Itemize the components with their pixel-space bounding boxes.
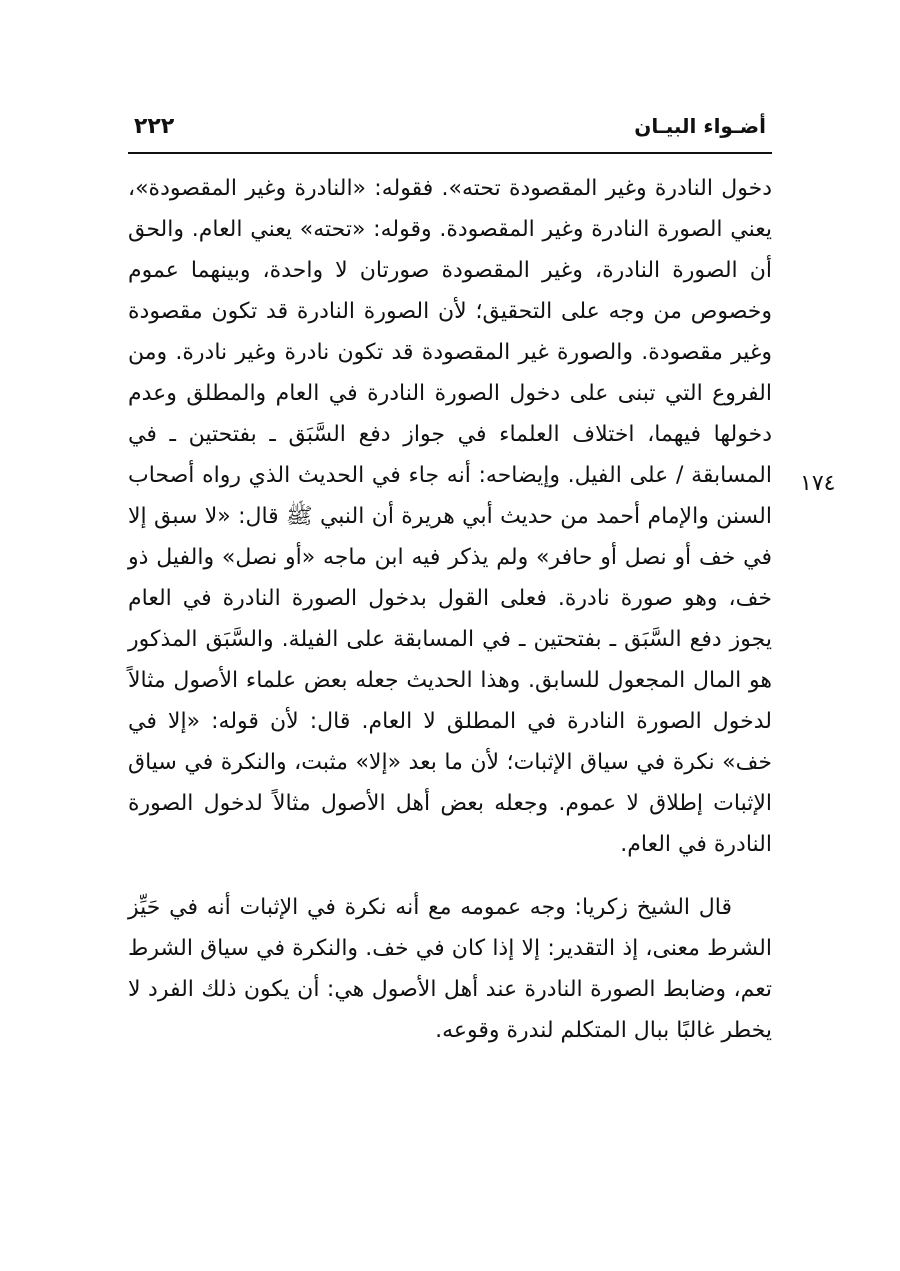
paragraph: قال الشيخ زكريا: وجه عمومه مع أنه نكرة في الإثبات أنه في حَيِّز الشرط معنى، إذ التقدير: إلا إذا كان في خف. والنكرة في سياق الشرط تعم، وضابط الصورة النادرة عند أهل الأصول هي: أن يكون ذلك الفرد لا يخطر غالبًا ببال المتكلم لندرة وقوعه. [128, 895, 772, 1043]
book-title: أضـواء البيـان [634, 114, 766, 138]
margin-reference-number: ١٧٤ [800, 471, 836, 496]
page-header [128, 108, 772, 154]
page-number: ٢٢٢ [134, 114, 175, 139]
body-text [128, 168, 772, 1051]
paragraph: دخول النادرة وغير المقصودة تحته». فقوله: «النادرة وغير المقصودة»، يعني الصورة النادرة وغير المقصودة. وقوله: «تحته» يعني العام. والحق أن الصورة النادرة، وغير المقصودة صورتان لا واحدة، وبينهما عموم وخصوص من وجه على التحقيق؛ لأن الصورة النادرة قد تكون مقصودة وغير مقصودة. والصورة غير المقصودة قد تكون نادرة وغير نادرة. ومن الفروع التي تبنى على دخول الصورة النادرة في العام والمطلق وعدم دخولها فيهما، اختلاف العلماء في جواز دفع السَّبَق ـ بفتحتين ـ في المسابقة / على الفيل. وإيضاحه: أنه جاء في الحديث الذي رواه أصحاب السنن والإمام أحمد من حديث أبي هريرة أن النبي ﷺ قال: «لا سبق إلا في خف أو نصل أو حافر» ولم يذكر فيه ابن ماجه «أو نصل» والفيل ذو خف، وهو صورة نادرة. فعلى القول بدخول الصورة النادرة في العام يجوز دفع السَّبَق ـ بفتحتين ـ في المسابقة على الفيلة. والسَّبَق المذكور هو المال المجعول للسابق. وهذا الحديث جعله بعض علماء الأصول مثالاً لدخول الصورة النادرة في المطلق لا العام. قال: لأن قوله: «إلا في خف» نكرة في سياق الإثبات؛ لأن ما بعد «إلا» مثبت، والنكرة في سياق الإثبات إطلاق لا عموم. وجعله بعض أهل الأصول مثالاً لدخول الصورة النادرة في العام. [128, 176, 772, 857]
